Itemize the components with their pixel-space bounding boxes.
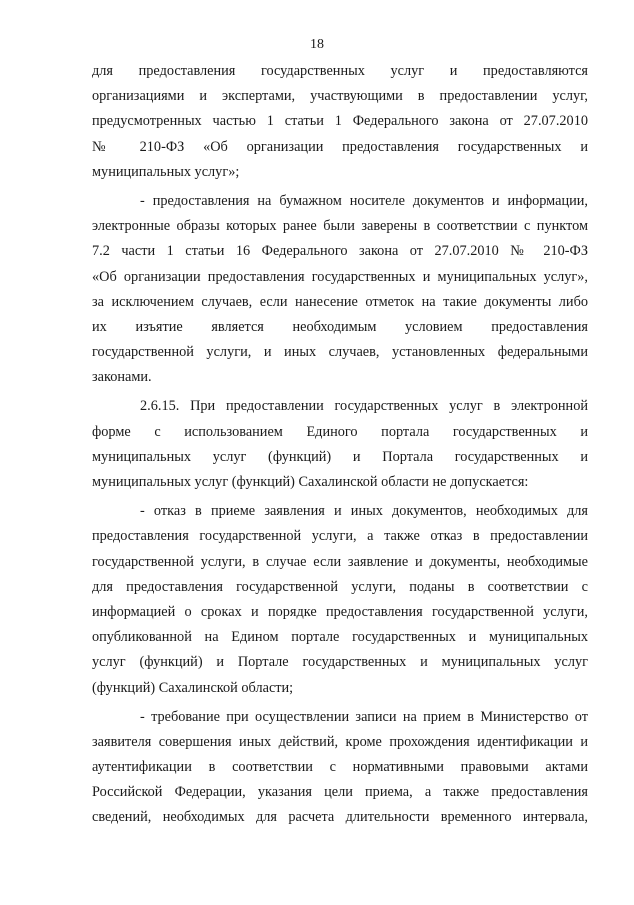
text-line: Российской Федерации, указания цели приема, а также предоставления [92,784,588,801]
text-line: (функций) Сахалинской области; [92,679,294,696]
text-line: опубликованной на Едином портале государственных и муниципальных [92,629,588,646]
text-line: - требование при осуществлении записи на прием в Министерство от [140,708,588,725]
text-line: для предоставления государственной услуги, поданы в соответствии с [92,578,588,595]
text-line: услуг (функций) и Портале государственных и муниципальных услуг [92,654,588,671]
text-line: их изъятие является необходимым условием предоставления [92,318,588,335]
document-body [92,59,588,831]
text-line: сведений, необходимых для расчета длительности временного интервала, [92,809,588,826]
text-line: заявителя совершения иных действий, кроме прохождения идентификации и [92,733,588,750]
text-line: муниципальных услуг (функций) Сахалинской области не допускается: [92,474,529,490]
text-line: муниципальных услуг (функций) и Портала государственных и [92,448,588,465]
text-line: предусмотренных частью 1 статьи 1 Федерального закона от 27.07.2010 [92,113,588,130]
text-line: законами. [92,369,152,386]
text-line: форме с использованием Единого портала государственных и [92,423,588,440]
text-line: 2.6.15. При предоставлении государственных услуг в электронной [140,398,588,415]
text-line: организациями и экспертами, участвующими в предоставлении услуг, [92,88,588,105]
text-line: за исключением случаев, если нанесение отметок на такие документы либо [92,293,588,310]
paragraph [92,189,588,391]
page-number: 18 [310,37,324,52]
text-line: № 210-ФЗ «Об организации предоставления государственных и [92,138,588,155]
text-line: - отказ в приеме заявления и иных документов, необходимых для [140,503,588,520]
text-line: для предоставления государственных услуг и предоставляются [92,63,588,79]
text-line: 7.2 части 1 статьи 16 Федерального закона от 27.07.2010 № 210-ФЗ [92,243,588,260]
text-line: аутентификации в соответствии с нормативными правовыми актами [92,759,588,776]
paragraph [92,59,588,185]
text-line: предоставления государственной услуги, а также отказ в предоставлении [92,528,588,545]
text-line: «Об организации предоставления государственных и муниципальных услуг», [92,268,588,285]
paragraph [92,394,588,495]
text-line: информацией о сроках и порядке предоставления государственной услуги, [92,603,588,620]
paragraph [92,705,588,831]
text-line: муниципальных услуг»; [92,163,240,180]
text-line: государственной услуги, и иных случаев, установленных федеральными [92,344,588,361]
paragraph [92,499,588,701]
text-line: электронные образы которых ранее были заверены в соответствии с пунктом [92,218,588,235]
text-line: государственной услуги, в случае если заявление и документы, необходимые [92,553,588,570]
text-line: - предоставления на бумажном носителе документов и информации, [140,192,588,209]
